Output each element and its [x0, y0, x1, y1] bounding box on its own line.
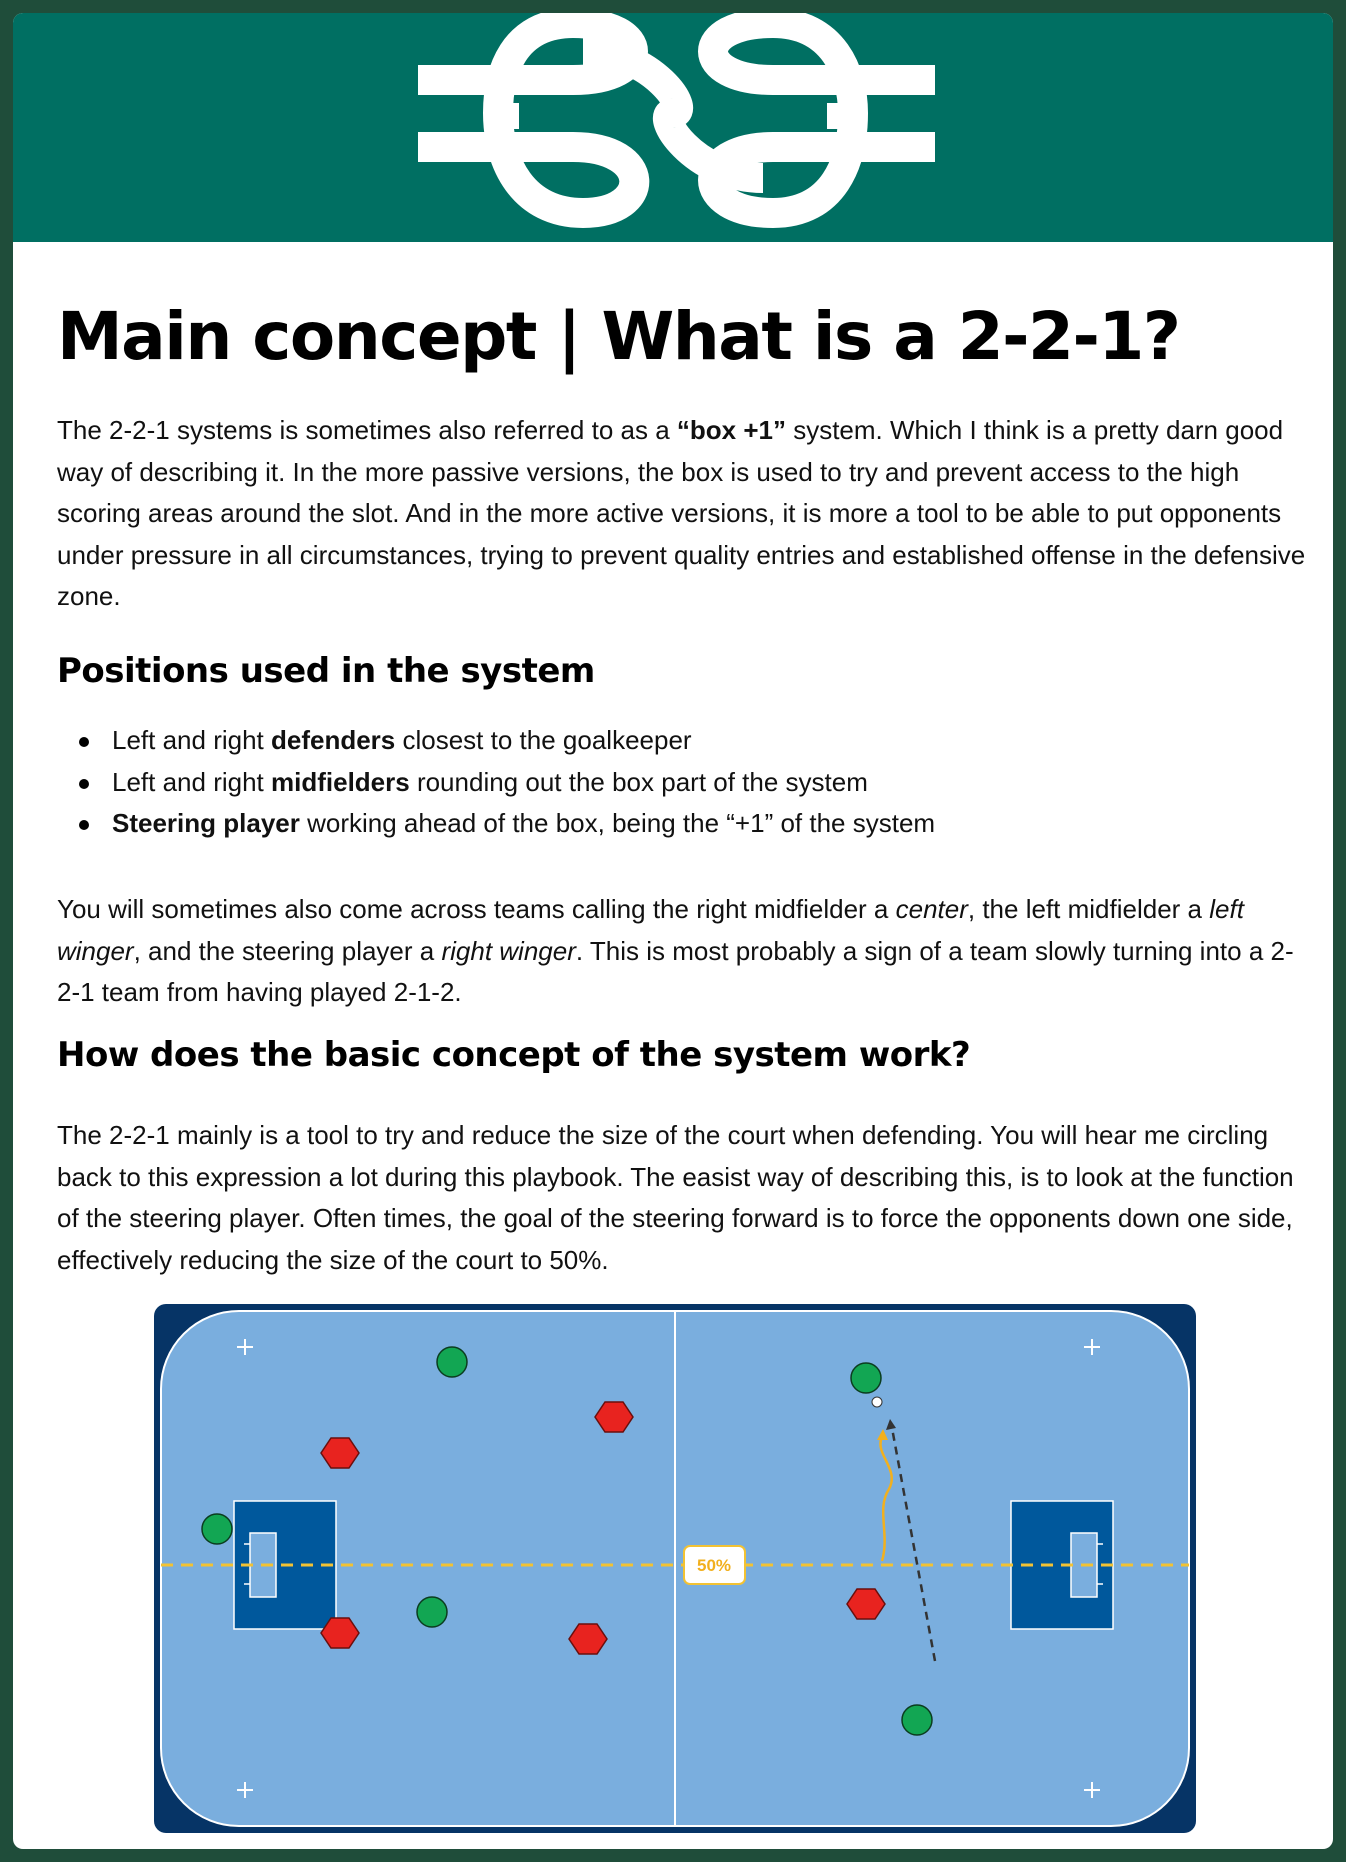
basic-concept-paragraph: The 2-2-1 mainly is a tool to try and reduce the size of the court when defending. You will hear me circling back to this expression a lot during this playbook. The easist way of describing this, is to look at the function of the steering player. Often times, the goal of the steering forward is to force the opponents down one side, effectively reducing the size of the court to 50%. [57, 1120, 1294, 1275]
green-player [202, 1514, 232, 1544]
basic-concept-heading: How does the basic concept of the system work? [57, 1035, 971, 1075]
rink-diagram [154, 1304, 1196, 1833]
list-item [57, 762, 935, 804]
header-banner [13, 13, 1333, 242]
list-item [57, 720, 935, 762]
naming-italic: right winger [441, 935, 576, 966]
green-player [437, 1347, 467, 1377]
naming-text: , and the steering player a [133, 935, 442, 966]
intro-bold: “box +1” [676, 415, 786, 445]
item-bold: Steering player [112, 808, 300, 838]
item-bold: midfielders [271, 766, 410, 797]
page-card [13, 13, 1333, 1849]
ball [872, 1397, 882, 1407]
positions-list [57, 720, 935, 845]
intro-text-1: The 2-2-1 systems is sometimes also referred to as a [57, 415, 677, 445]
naming-italic: center [895, 894, 968, 924]
green-player [417, 1597, 447, 1627]
item-text: rounding out the box part of the system [409, 766, 868, 797]
positions-heading: Positions used in the system [57, 651, 595, 691]
naming-text: , the left midfielder a [967, 894, 1210, 924]
item-text: Left and right [112, 766, 271, 797]
knot-logo-icon [13, 13, 1333, 242]
rink-svg [154, 1304, 1196, 1833]
item-text: closest to the goalkeeper [395, 725, 692, 755]
naming-text: You will sometimes also come across teams calling the right midfielder a [57, 894, 896, 924]
naming-paragraph [57, 889, 1307, 1014]
green-player [902, 1705, 932, 1735]
item-text: Left and right [112, 725, 271, 755]
green-player [851, 1363, 881, 1393]
naming-text: . This is most probably a sign of a team slowly turning into a 2-2-1 team from having played 2-1-2. [57, 935, 1294, 1007]
page-title: Main concept | What is a 2-2-1? [57, 298, 1180, 375]
list-item [57, 803, 935, 845]
item-bold: defenders [271, 725, 396, 755]
fifty-percent-label: 50% [696, 1556, 732, 1575]
naming-italic: left winger [57, 894, 1244, 966]
item-text: working ahead of the box, being the “+1” of the system [299, 808, 936, 838]
intro-paragraph [57, 410, 1307, 618]
intro-text-2: system. Which I think is a pretty darn good way of describing it. In the more passive versions, the box is used to try and prevent access to the high scoring areas around the slot. And in the more active versions, it is more a tool to be able to put opponents under pressure in all circumstances, trying to prevent quality entries and established offense in the defensive zone. [57, 415, 1306, 611]
